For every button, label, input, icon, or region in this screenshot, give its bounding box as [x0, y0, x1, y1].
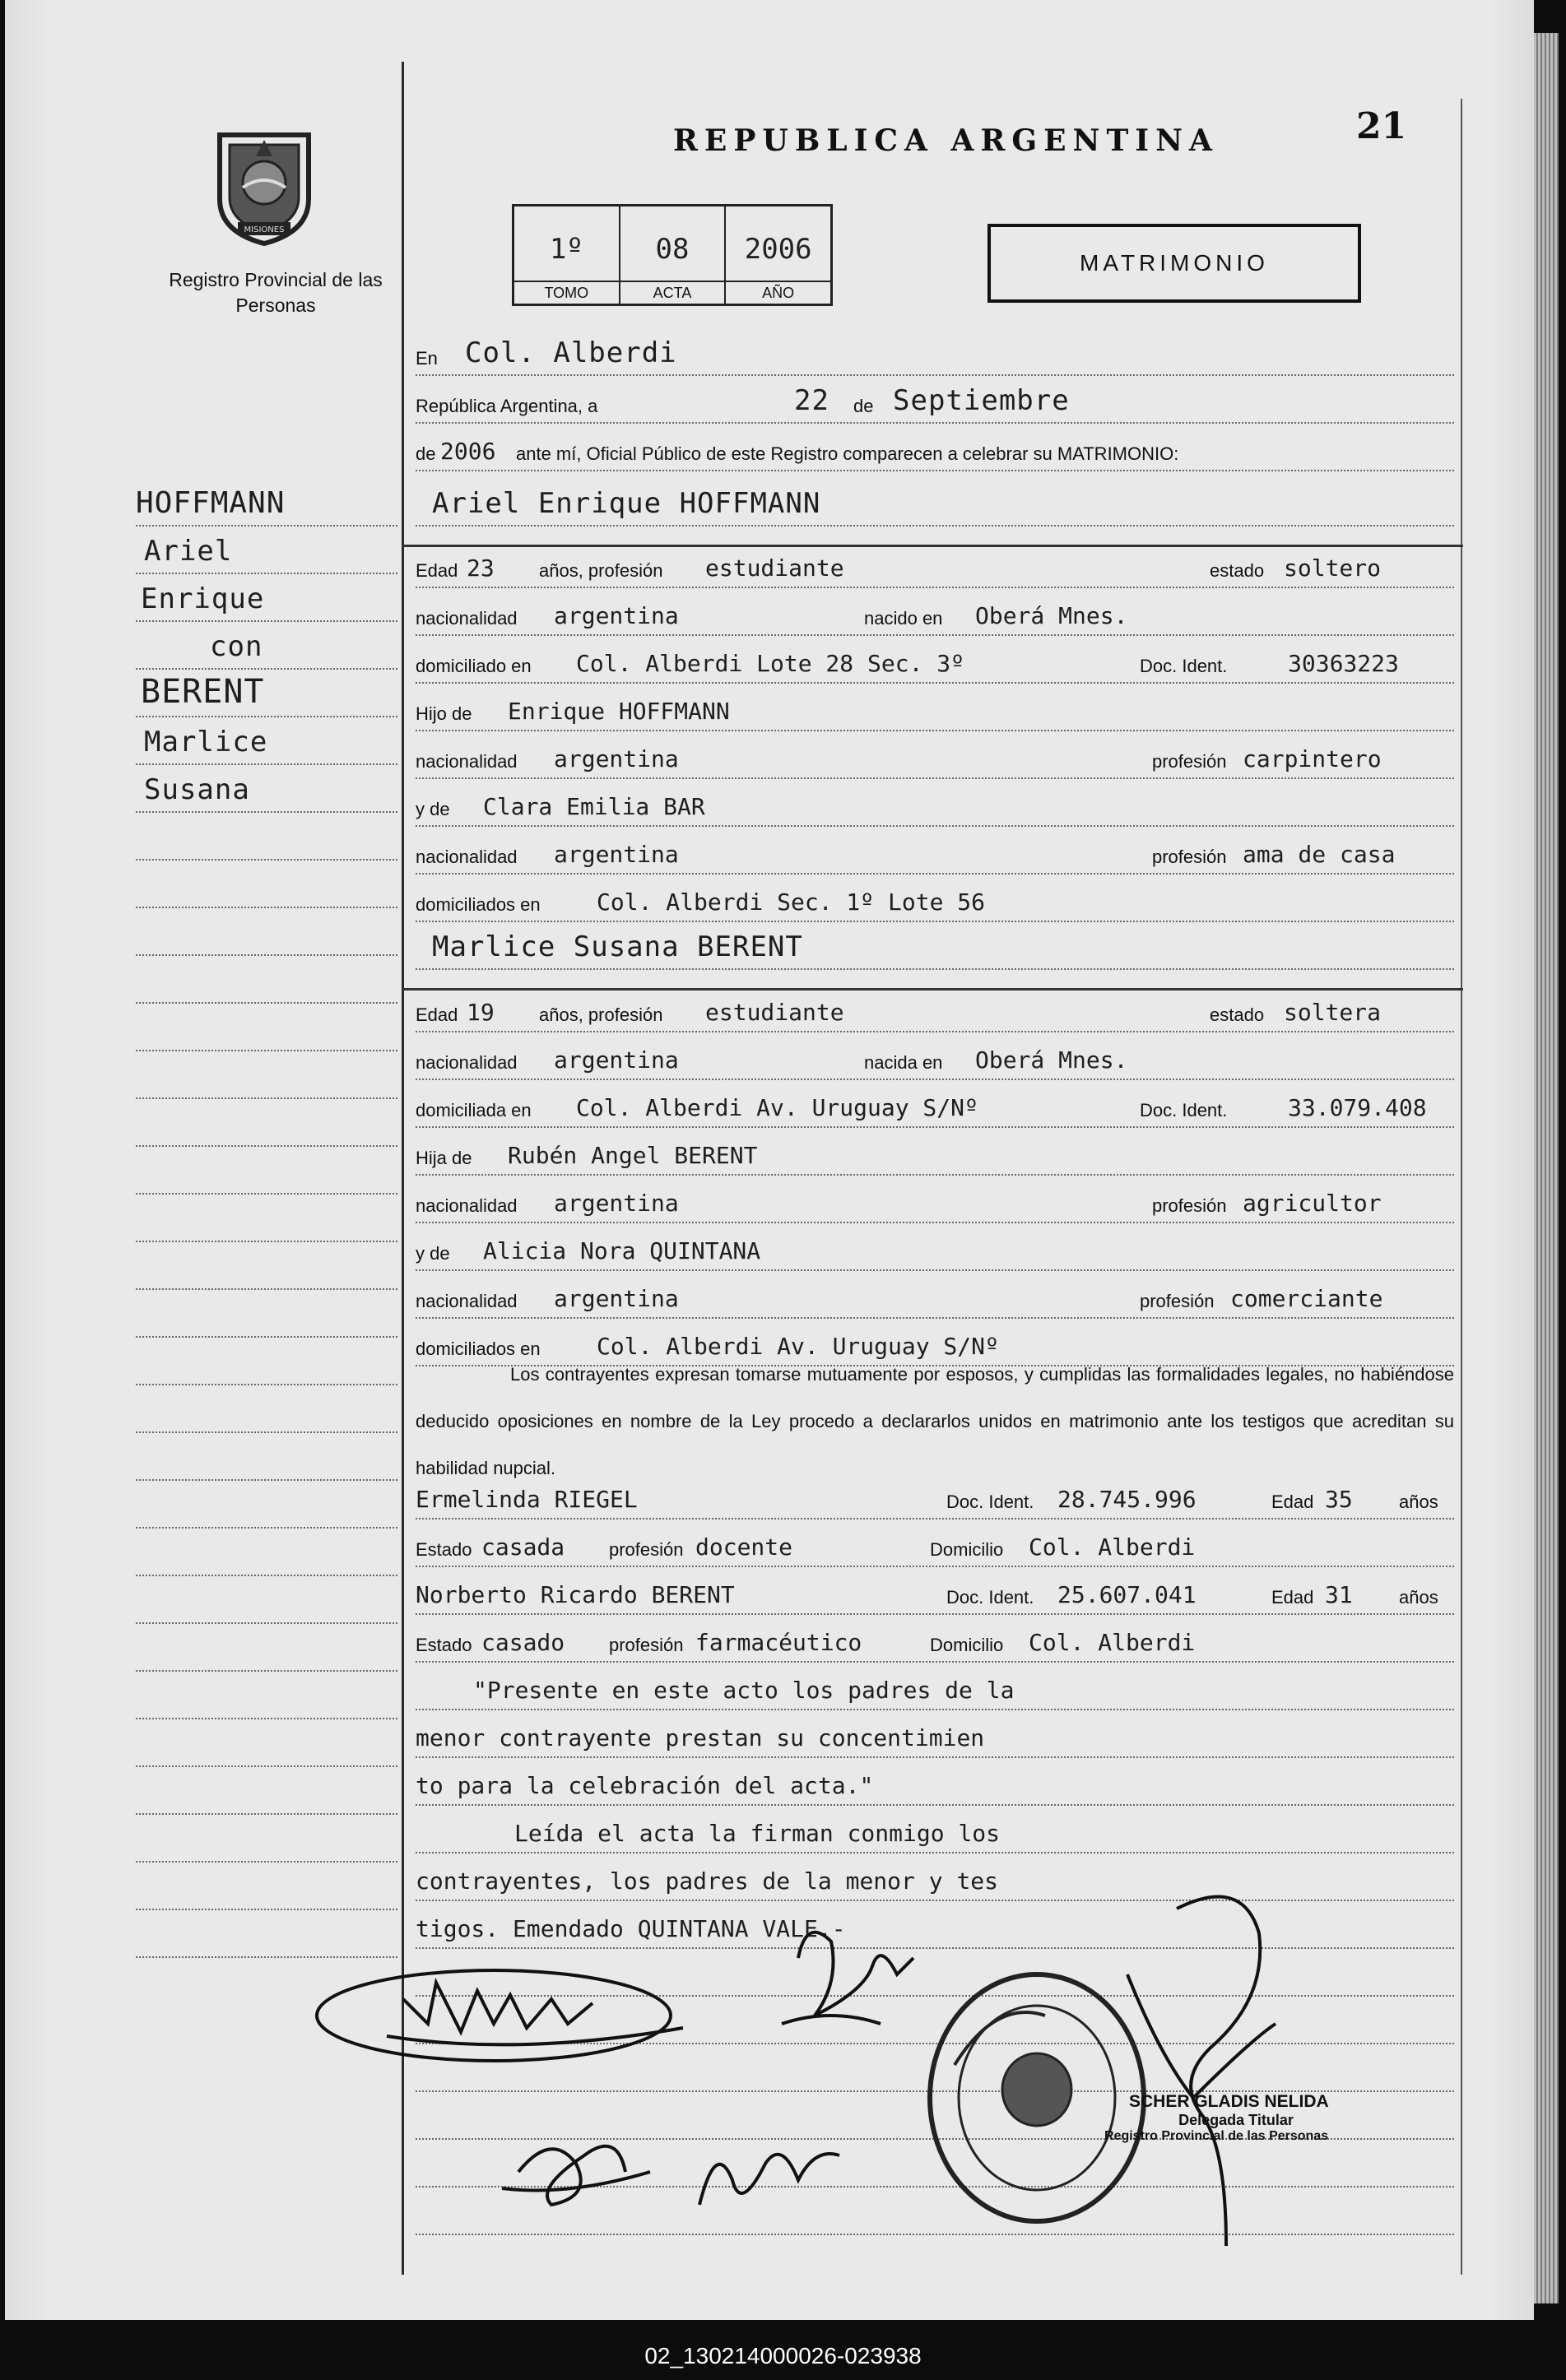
label-yde: y de	[416, 799, 450, 819]
note-text: "Presente en este acto los padres de la	[473, 1677, 1015, 1704]
acta-label: ACTA	[620, 281, 725, 304]
witness2-estado: casado	[481, 1629, 565, 1656]
year-value: 2006	[440, 438, 496, 465]
margin-line	[136, 811, 397, 861]
witness2-profession: farmacéutico	[695, 1629, 862, 1656]
official-title: Delegada Titular	[1178, 2112, 1294, 2128]
label-doc: Doc. Ident.	[1140, 1100, 1228, 1120]
groom-mother-profession: ama de casa	[1243, 841, 1396, 868]
document-type-box: MATRIMONIO	[987, 224, 1361, 303]
year-line	[416, 422, 1454, 471]
label-edad: Edad	[416, 1004, 458, 1025]
margin-line	[136, 620, 397, 670]
bride-mother-nat-line	[416, 1269, 1454, 1319]
witness1-doc: 28.745.996	[1057, 1486, 1197, 1513]
note-line	[416, 1661, 1454, 1710]
signature-bride	[502, 2146, 650, 2205]
note-text: tigos. Emendado QUINTANA VALE.-	[416, 1915, 846, 1942]
margin-line	[136, 477, 397, 527]
label-nacionalidad: nacionalidad	[416, 1291, 518, 1311]
bride-doc: 33.079.408	[1288, 1094, 1427, 1121]
label-edad: Edad	[1271, 1492, 1314, 1512]
margin-text: Marlice	[144, 726, 268, 759]
margin-line	[136, 668, 397, 717]
margin-line	[136, 1097, 397, 1147]
month-value: Septiembre	[893, 384, 1070, 417]
witness2-detail-line	[416, 1613, 1454, 1663]
margin-text: Ariel	[144, 535, 233, 568]
witness1-name: Ermelinda RIEGEL	[416, 1486, 638, 1513]
margin-line	[136, 1193, 397, 1242]
scan-id: 02_130214000026-023938	[644, 2343, 922, 2368]
margin-line	[136, 1527, 397, 1576]
label-nacida: nacida en	[864, 1052, 943, 1073]
place-line	[416, 327, 1454, 376]
groom-profession: estudiante	[705, 554, 844, 582]
bride-mother: Alicia Nora QUINTANA	[483, 1237, 761, 1264]
groom-address: Col. Alberdi Lote 28 Sec. 3º	[576, 650, 965, 677]
label-yde: y de	[416, 1243, 450, 1264]
groom-doc: 30363223	[1288, 650, 1399, 677]
signature-witness	[782, 1932, 913, 2024]
groom-mother-nat-line	[416, 825, 1454, 875]
signature-parent	[699, 2154, 839, 2205]
label-profesion: profesión	[609, 1635, 684, 1655]
groom-nationality-line	[416, 587, 1454, 636]
groom-birthplace: Oberá Mnes.	[975, 602, 1128, 629]
bride-parents-address: Col. Alberdi Av. Uruguay S/Nº	[597, 1333, 999, 1360]
label-doc: Doc. Ident.	[1140, 656, 1228, 676]
label-estado: estado	[1210, 1004, 1265, 1025]
label-doc: Doc. Ident.	[946, 1492, 1034, 1512]
note-text: to para la celebración del acta."	[416, 1772, 874, 1799]
signature-official	[1127, 1896, 1276, 2246]
anio-value: 2006	[744, 233, 812, 266]
country-heading: REPUBLICA ARGENTINA	[673, 123, 1219, 158]
label-de-year: de	[416, 443, 436, 464]
groom-father-nat-line	[416, 730, 1454, 779]
bride-mother-line	[416, 1222, 1454, 1271]
groom-nationality: argentina	[554, 602, 679, 629]
label-ante: ante mí, Oficial Público de este Registro comparecen a celebrar su MATRIMONIO:	[516, 443, 1179, 464]
groom-mother: Clara Emilia BAR	[483, 793, 705, 820]
label-domicilio: Domicilio	[930, 1539, 1004, 1560]
label-nacionalidad: nacionalidad	[416, 847, 518, 867]
witness1-detail-line	[416, 1518, 1454, 1567]
groom-father-profession: carpintero	[1243, 745, 1382, 772]
groom-age-line	[416, 539, 1454, 588]
label-de: de	[853, 396, 874, 416]
label-edad: Edad	[416, 560, 458, 581]
groom-mother-line	[416, 777, 1454, 827]
margin-line	[136, 1145, 397, 1195]
witness2-age: 31	[1325, 1581, 1353, 1608]
groom-father-line	[416, 682, 1454, 731]
label-nacionalidad: nacionalidad	[416, 1195, 518, 1216]
label-estado: estado	[1210, 560, 1265, 581]
label-nacionalidad: nacionalidad	[416, 751, 518, 772]
witness2-domicilio: Col. Alberdi	[1029, 1629, 1196, 1656]
bride-estado: soltera	[1284, 999, 1382, 1026]
bride-nationality: argentina	[554, 1046, 679, 1074]
label-domicilio: domiciliado en	[416, 656, 532, 676]
anio-label: AÑO	[726, 281, 830, 304]
bride-father: Rubén Angel BERENT	[508, 1142, 758, 1169]
groom-parents-address-line	[416, 873, 1454, 922]
label-republica: República Argentina, a	[416, 396, 598, 416]
signatures-area	[304, 1859, 1374, 2246]
bride-age: 19	[467, 999, 495, 1026]
label-profesion: profesión	[1140, 1291, 1215, 1311]
groom-father-nationality: argentina	[554, 745, 679, 772]
bride-profession: estudiante	[705, 999, 844, 1026]
witness1-profession: docente	[695, 1533, 793, 1561]
margin-line	[136, 1002, 397, 1051]
official-registry: Registro Provincial de las Personas	[1104, 2129, 1329, 2143]
declaration-text: Los contrayentes expresan tomarse mutuamente por esposos, y cumplidas las formalidades legales, no habiéndose deducido oposiciones en nombre de la Ley procedo a declararlos unidos en matrimonio ante los testigos que acreditan su habilidad nupcial.	[416, 1364, 1454, 1478]
witness1-domicilio: Col. Alberdi	[1029, 1533, 1196, 1561]
anio-cell	[726, 206, 830, 304]
label-edad: Edad	[1271, 1587, 1314, 1608]
label-domicilio: Domicilio	[930, 1635, 1004, 1655]
label-profesion: profesión	[1152, 751, 1227, 772]
witness2-doc: 25.607.041	[1057, 1581, 1197, 1608]
label-nacionalidad: nacionalidad	[416, 1052, 518, 1073]
margin-text: BERENT	[141, 673, 265, 711]
bride-address-line	[416, 1079, 1454, 1128]
label-estado: Estado	[416, 1635, 472, 1655]
label-domiciliados: domiciliados en	[416, 1338, 541, 1359]
official-name: SCHER GLADIS NELIDA	[1129, 2092, 1329, 2111]
note-text: contrayentes, los padres de la menor y tes	[416, 1867, 999, 1895]
acta-cell	[620, 206, 727, 304]
margin-line	[136, 1479, 397, 1529]
margin-line	[136, 1431, 397, 1481]
bride-mother-profession: comerciante	[1230, 1285, 1383, 1312]
groom-father: Enrique HOFFMANN	[508, 698, 730, 725]
margin-line	[136, 525, 397, 574]
witness2-name: Norberto Ricardo BERENT	[416, 1581, 735, 1608]
official-signature-block	[1104, 2092, 1376, 2144]
groom-estado: soltero	[1284, 554, 1382, 582]
bride-nationality-line	[416, 1031, 1454, 1080]
page-number: 21	[1356, 105, 1407, 147]
note-text: Leída el acta la firman conmigo los	[514, 1820, 1001, 1847]
bride-name: Marlice Susana BERENT	[432, 930, 803, 963]
groom-address-line	[416, 634, 1454, 684]
margin-line	[136, 907, 397, 956]
groom-name-line	[416, 477, 1454, 527]
bride-father-profession: agricultor	[1243, 1190, 1382, 1217]
label-hija: Hija de	[416, 1148, 472, 1168]
label-anios: años	[1399, 1587, 1438, 1608]
official-stamp	[930, 1974, 1144, 2221]
date-line	[416, 374, 1454, 424]
margin-line	[136, 954, 397, 1004]
margin-line	[136, 716, 397, 765]
margin-text: HOFFMANN	[136, 486, 286, 520]
bride-mother-nationality: argentina	[554, 1285, 679, 1312]
bride-address: Col. Alberdi Av. Uruguay S/Nº	[576, 1094, 978, 1121]
tomo-cell	[514, 206, 620, 304]
bride-father-line	[416, 1126, 1454, 1176]
label-nacionalidad: nacionalidad	[416, 608, 518, 629]
acta-value: 08	[655, 233, 690, 266]
groom-parents-address: Col. Alberdi Sec. 1º Lote 56	[597, 888, 986, 916]
place-value: Col. Alberdi	[465, 336, 677, 369]
label-profesion: profesión	[609, 1539, 684, 1560]
witness1-age: 35	[1325, 1486, 1353, 1513]
note-line	[416, 1804, 1454, 1853]
label-profesion: profesión	[1152, 847, 1227, 867]
groom-mother-nationality: argentina	[554, 841, 679, 868]
bride-father-nat-line	[416, 1174, 1454, 1223]
note-line	[416, 1709, 1454, 1758]
margin-line	[136, 1813, 397, 1863]
misiones-seal-icon	[210, 123, 318, 247]
bride-age-line	[416, 983, 1454, 1032]
label-domicilio: domiciliada en	[416, 1100, 532, 1120]
groom-age: 23	[467, 554, 495, 582]
day-value: 22	[794, 384, 829, 417]
label-doc: Doc. Ident.	[946, 1587, 1034, 1608]
book-page-edges	[1534, 33, 1559, 2303]
signature-groom	[317, 1970, 683, 2061]
bride-name-line	[416, 921, 1454, 970]
witness2-line	[416, 1566, 1454, 1615]
label-profesion: profesión	[1152, 1195, 1227, 1216]
margin-line	[136, 1336, 397, 1385]
note-text: menor contrayente prestan su concentimien	[416, 1724, 985, 1751]
margin-line	[136, 1050, 397, 1099]
witness1-estado: casada	[481, 1533, 565, 1561]
margin-line	[136, 1765, 397, 1815]
label-anios: años, profesión	[539, 560, 663, 581]
margin-line	[136, 573, 397, 622]
margin-text: con	[210, 630, 263, 663]
label-nacido: nacido en	[864, 608, 943, 629]
label-en: En	[416, 348, 438, 369]
groom-name: Ariel Enrique HOFFMANN	[432, 487, 821, 520]
witness1-line	[416, 1470, 1454, 1519]
record-id-box	[512, 204, 833, 306]
margin-line	[136, 1670, 397, 1719]
bride-father-nationality: argentina	[554, 1190, 679, 1217]
tomo-label: TOMO	[514, 281, 619, 304]
margin-line	[136, 1718, 397, 1767]
label-estado: Estado	[416, 1539, 472, 1560]
margin-line	[136, 859, 397, 908]
label-anios: años, profesión	[539, 1004, 663, 1025]
margin-line	[136, 1288, 397, 1338]
registry-name: Registro Provincial de las Personas	[169, 269, 383, 316]
tomo-value: 1º	[549, 233, 583, 266]
margin-text: Susana	[144, 773, 250, 806]
label-hijo: Hijo de	[416, 703, 472, 724]
margin-line	[136, 1241, 397, 1290]
margin-line	[136, 1384, 397, 1433]
margin-line	[136, 763, 397, 813]
label-anios: años	[1399, 1492, 1438, 1512]
margin-line	[136, 1622, 397, 1672]
margin-text: Enrique	[141, 582, 265, 615]
seal-label: MISIONES	[244, 225, 285, 234]
margin-line	[136, 1575, 397, 1624]
bride-birthplace: Oberá Mnes.	[975, 1046, 1128, 1074]
note-line	[416, 1756, 1454, 1806]
label-domiciliados: domiciliados en	[416, 894, 541, 915]
right-rule	[1461, 99, 1462, 2275]
